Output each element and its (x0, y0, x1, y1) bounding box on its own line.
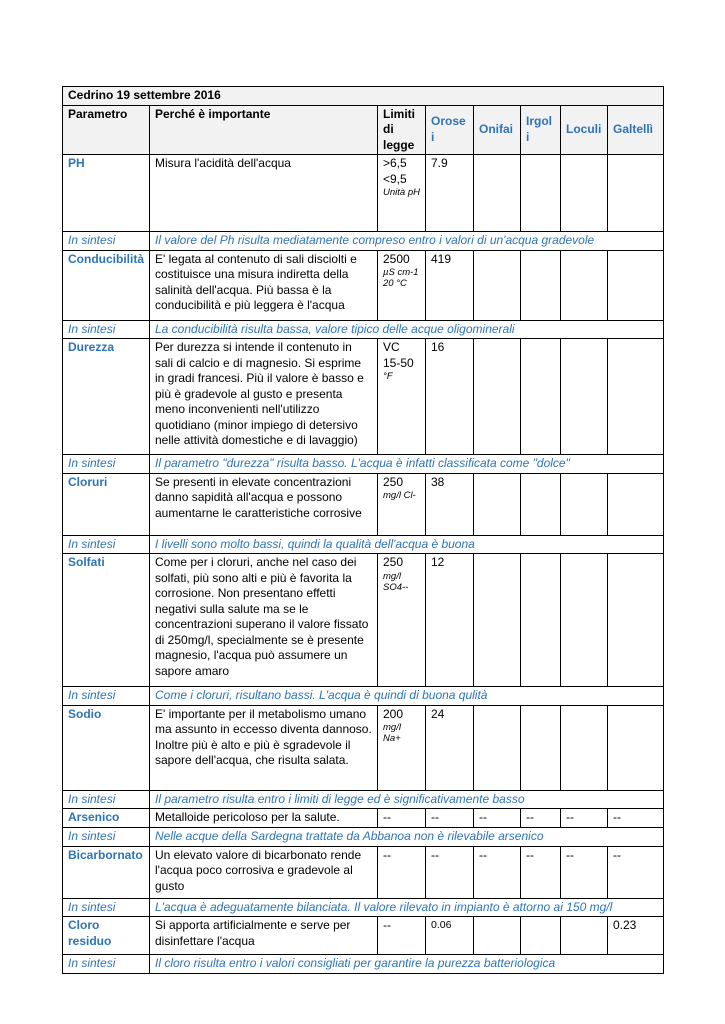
site-value (521, 705, 561, 790)
summary-text: Il parametro "durezza" risulta basso. L'acqua è infatti classificata come "dolce" (150, 455, 664, 474)
site-value: 16 (426, 339, 474, 455)
limit-value: -- (383, 810, 391, 824)
table-row (63, 846, 664, 898)
site-value (608, 339, 664, 455)
site-value: -- (426, 846, 474, 898)
site-value (521, 917, 561, 955)
site-value (561, 155, 608, 232)
site-value (474, 155, 521, 232)
site-value (561, 554, 608, 687)
header-site-irgoli: Irgoli (521, 105, 561, 155)
summary-label: In sintesi (63, 955, 150, 974)
site-value (521, 554, 561, 687)
site-value: 419 (426, 250, 474, 320)
limit-value: -- (383, 918, 391, 932)
parameter-name: Sodio (63, 705, 150, 790)
limit-cell (378, 917, 426, 955)
site-value (521, 339, 561, 455)
parameter-name: Bicarbornato (63, 846, 150, 898)
site-value: 0.06 (426, 917, 474, 955)
limit-unit: mg/l Na+ (383, 722, 401, 744)
site-value (561, 339, 608, 455)
limit-cell (378, 473, 426, 535)
summary-label: In sintesi (63, 687, 150, 706)
site-value (474, 473, 521, 535)
table-row (63, 339, 664, 455)
summary-row (63, 320, 664, 339)
table-row (63, 473, 664, 535)
summary-text: Come i cloruri, risultano bassi. L'acqua è quindi di buona qulità (150, 687, 664, 706)
site-value (561, 705, 608, 790)
site-value: 7.9 (426, 155, 474, 232)
site-value (474, 339, 521, 455)
limit-cell (378, 339, 426, 455)
site-value: -- (474, 846, 521, 898)
site-value (608, 155, 664, 232)
limit-cell (378, 155, 426, 232)
parameter-name: Conducibilità (63, 250, 150, 320)
site-value: 24 (426, 705, 474, 790)
header-site-loculi: Loculi (561, 105, 608, 155)
site-value (474, 917, 521, 955)
summary-text: Il valore del Ph risulta mediatamente compreso entro i valori di un'acqua gradevole (150, 232, 664, 251)
site-value: -- (474, 809, 521, 828)
summary-label: In sintesi (63, 320, 150, 339)
limit-unit: mg/l Cl- (383, 490, 416, 501)
site-value (608, 705, 664, 790)
summary-row (63, 790, 664, 809)
site-value (474, 554, 521, 687)
summary-label: In sintesi (63, 828, 150, 847)
site-value: -- (521, 809, 561, 828)
parameter-description: Per durezza si intende il contenuto in sali di calcio e di magnesio. Si esprime in gradi francesi. Più il valore è basso e più è gradevole al gusto e presenta meno inconvenienti nell'utilizzo quotidiano (minor impiego di detersivo nelle attività domestiche e di lavaggio) (150, 339, 378, 455)
summary-row (63, 232, 664, 251)
limit-cell (378, 705, 426, 790)
site-value (561, 250, 608, 320)
parameter-description: Come per i cloruri, anche nel caso dei solfati, più sono alti e più è favorita la corrosione. Non presentano effetti negativi sulla salute ma se le concentrazioni superano il valore fissato di 250mg/l, specialmente se è presente magnesio, l'acqua può assumere un sapore amaro (150, 554, 378, 687)
limit-value: 200 (383, 706, 404, 721)
summary-text: I livelli sono molto bassi, quindi la qualità dell'acqua è buona (150, 535, 664, 554)
site-value (561, 473, 608, 535)
header-row (63, 105, 664, 155)
limit-value: 250 (383, 474, 404, 489)
summary-label: In sintesi (63, 898, 150, 917)
limit-value: VC 15-50 (383, 340, 414, 370)
table-row (63, 917, 664, 955)
table-row (63, 705, 664, 790)
summary-row (63, 898, 664, 917)
parameter-description: Se presenti in elevate concentrazioni danno sapidità all'acqua e possono aumentarne le caratteristiche corrosive (150, 473, 378, 535)
summary-row (63, 828, 664, 847)
summary-row (63, 955, 664, 974)
parameter-description: E' importante per il metabolismo umano ma assunto in eccesso diventa dannoso. Inoltre più è alto e più è sgradevole il sapore dell'acqua, che risulta salata. (150, 705, 378, 790)
summary-text: Nelle acque della Sardegna trattate da Abbanoa non è rilevabile arsenico (150, 828, 664, 847)
table-row (63, 155, 664, 232)
limit-unit: °F (383, 371, 393, 382)
parameter-name: Durezza (63, 339, 150, 455)
site-value (608, 250, 664, 320)
site-value: 12 (426, 554, 474, 687)
site-value: -- (521, 846, 561, 898)
summary-text: Il cloro risulta entro i valori consigliati per garantire la purezza batteriologica (150, 955, 664, 974)
table-row (63, 809, 664, 828)
parameter-description: E' legata al contenuto di sali disciolti e costituisce una misura indiretta della salinità dell'acqua. Più bassa è la conducibilità e più leggera è l'acqua (150, 250, 378, 320)
limit-cell (378, 809, 426, 828)
limit-unit: µS cm-1 20 °C (383, 267, 419, 289)
summary-label: In sintesi (63, 455, 150, 474)
site-value: -- (426, 809, 474, 828)
title-row (63, 87, 664, 106)
limit-unit: Unità pH (383, 187, 420, 198)
summary-row (63, 687, 664, 706)
site-value (521, 250, 561, 320)
parameter-description: Metalloide pericoloso per la salute. (150, 809, 378, 828)
site-value (608, 473, 664, 535)
site-value: 38 (426, 473, 474, 535)
parameter-name: Cloruri (63, 473, 150, 535)
site-value (474, 705, 521, 790)
site-value: -- (561, 809, 608, 828)
parameter-name: PH (63, 155, 150, 232)
parameter-name: Cloro residuo (63, 917, 150, 955)
report-title: Cedrino 19 settembre 2016 (63, 87, 664, 106)
table-row (63, 250, 664, 320)
parameter-description: Un elevato valore di bicarbonato rende l'acqua poco corrosiva e gradevole al gusto (150, 846, 378, 898)
parameter-description: Si apporta artificialmente e serve per disinfettare l'acqua (150, 917, 378, 955)
site-value (561, 917, 608, 955)
header-site-galtelli: Galtellì (608, 105, 664, 155)
parameter-name: Arsenico (63, 809, 150, 828)
limit-value: -- (383, 847, 391, 862)
limit-cell (378, 846, 426, 898)
site-value (521, 155, 561, 232)
site-value: -- (608, 846, 664, 898)
water-quality-table (62, 86, 664, 974)
site-value (608, 554, 664, 687)
site-value: 0.23 (608, 917, 664, 955)
limit-cell (378, 554, 426, 687)
header-perche: Perché è importante (150, 105, 378, 155)
summary-text: La conducibilità risulta bassa, valore tipico delle acque oligominerali (150, 320, 664, 339)
header-parametro: Parametro (63, 105, 150, 155)
site-value (521, 473, 561, 535)
site-value: -- (608, 809, 664, 828)
summary-label: In sintesi (63, 535, 150, 554)
site-value (474, 250, 521, 320)
summary-text: L'acqua è adeguatamente bilanciata. Il valore rilevato in impianto è attorno ai 150 mg/l (150, 898, 664, 917)
summary-label: In sintesi (63, 232, 150, 251)
summary-row (63, 535, 664, 554)
summary-text: Il parametro risulta entro i limiti di legge ed è significativamente basso (150, 790, 664, 809)
limit-value: 250 (383, 555, 404, 569)
limit-value: >6,5 <9,5 (383, 156, 407, 186)
parameter-name: Solfati (63, 554, 150, 687)
header-limiti: Limiti di legge (378, 105, 426, 155)
header-site-orosei: Orosei (426, 105, 474, 155)
summary-label: In sintesi (63, 790, 150, 809)
limit-unit: mg/l SO4-- (383, 570, 409, 593)
limit-cell (378, 250, 426, 320)
limit-value: 2500 (383, 251, 410, 266)
summary-row (63, 455, 664, 474)
parameter-description: Misura l'acidità dell'acqua (150, 155, 378, 232)
header-site-onifai: Onifai (474, 105, 521, 155)
site-value: -- (561, 846, 608, 898)
table-row (63, 554, 664, 687)
